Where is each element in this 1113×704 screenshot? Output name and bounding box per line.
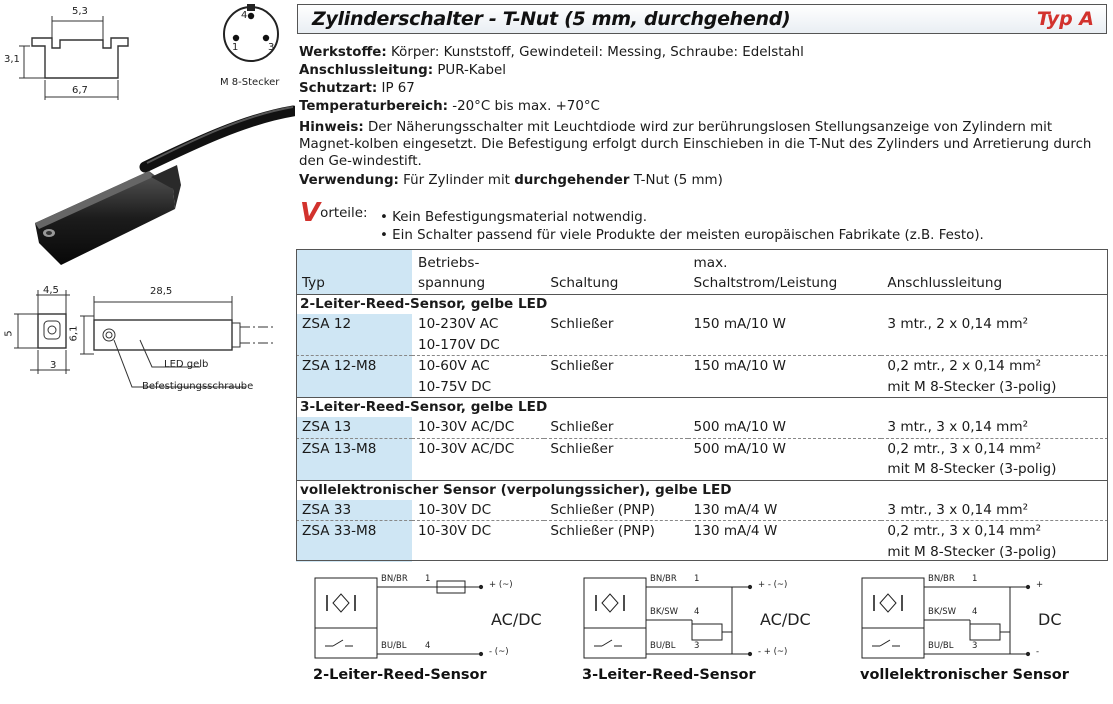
table-header-cell: max. Schaltstrom/Leistung [693,255,838,291]
table-row [296,417,1108,438]
m8-connector-drawing [215,2,287,77]
sensor-photo [25,105,295,275]
spannung-cell [412,521,544,563]
table-section-row [296,295,1108,315]
schaltung-cell: Schließer [544,417,687,438]
typ-cell: ZSA 33 [296,500,412,521]
output-label-bottom: - (~) [489,647,509,657]
wire-label-1: BN/BR [650,574,677,584]
leitung-line: 0,2 mtr., 3 x 0,14 mm² [887,523,1042,539]
pin-number-3: 3 [972,641,978,651]
dim-sensor-length: 28,5 [150,286,173,297]
dim-sensor-height-right: 6,1 [68,325,80,342]
table-header-cell: Betriebs- spannung [418,255,486,291]
spannung-cell [412,356,544,398]
led-label: LED gelb [164,359,209,370]
wire-label-1: BN/BR [381,574,408,584]
spec-value: -20°C bis max. +70°C [448,99,600,114]
spannung-line: 10-30V AC/DC [418,440,515,457]
dim-sensor-height-left: 5 [3,330,15,337]
schaltung-cell: Schließer [550,358,614,374]
vorteile-label: orteile: [320,206,368,221]
strom-cell: 150 mA/10 W [693,358,786,374]
checkmark-icon: V [300,198,321,228]
schematic-3 [850,570,1100,690]
spannung-cell [412,500,544,521]
output-label-top: + - (~) [758,580,788,590]
strom-cell: 500 mA/10 W [693,440,786,457]
supply-label: DC [1038,610,1062,629]
leitung-cell [881,438,1108,480]
typ-cell: ZSA 12 [296,314,412,356]
screw-label: Befestigungsschraube [142,381,254,392]
leitung-line: mit M 8-Stecker (3-polig) [887,461,1057,477]
dim-tnut-side: 3,1 [4,54,20,65]
supply-label: AC/DC [760,610,811,629]
output-label-bottom: - [1036,647,1040,657]
spannung-line: 10-75V DC [418,378,492,395]
product-table [296,249,1108,562]
supply-label: AC/DC [491,610,542,629]
pin-4-label: 4 [241,10,248,21]
spec-value: Der Näherungsschalter mit Leuchtdiode wird zur berührungslosen Stellungsanzeige von Zylindern mit Magnet-kolben eingesetzt. Die Befestigung erfolgt durch Einschieben in die T-Nut des Zylinders und Arretierung durch den Ge-windestift. [299,120,1092,170]
leitung-line: mit M 8-Stecker (3-polig) [887,543,1057,560]
spec-label: Verwendung: [299,173,399,188]
schaltung-cell: Schließer (PNP) [550,523,655,539]
spec-value: IP 67 [377,81,415,96]
output-label-top: + [1036,580,1044,590]
table-row [296,500,1108,521]
table-row [296,521,1108,563]
pin-number-3: 4 [425,641,431,651]
leitung-line: 3 mtr., 3 x 0,14 mm² [887,419,1029,435]
wire-label-3: BU/BL [650,641,676,651]
pin-number-3: 3 [694,641,700,651]
spec-anschluss [299,62,506,79]
spannung-line: 10-60V AC [418,358,490,374]
spec-value: Für Zylinder mit [398,173,515,188]
spannung-cell [412,438,544,480]
schaltung-cell: Schließer (PNP) [544,500,687,521]
spec-label: Hinweis: [299,120,364,135]
schaltung-cell: Schließer [550,440,614,457]
spannung-line: 10-230V AC [418,316,499,332]
pin-1-label: 1 [232,42,239,53]
table-section-row [296,480,1108,500]
output-label-bottom: - + (~) [758,647,788,657]
table-header-cell: Schaltung [550,275,619,291]
schaltung-cell: Schließer [544,314,687,356]
table-row [296,356,1108,398]
spec-hinweis [299,119,1099,171]
spannung-line: 10-30V DC [418,523,492,539]
spec-label: Anschlussleitung: [299,63,434,78]
leitung-cell [881,356,1108,398]
spec-value: T-Nut (5 mm) [629,173,723,188]
spec-label: Schutzart: [299,81,378,96]
pin-number-2: 4 [694,607,700,617]
schematic-caption: 2-Leiter-Reed-Sensor [313,667,487,683]
typ-cell: ZSA 12-M8 [296,356,412,398]
leitung-line: mit M 8-Stecker (3-polig) [887,378,1057,395]
table-header-cell: Anschlussleitung [887,275,1003,291]
leitung-cell [881,417,1108,438]
spannung-cell [412,314,544,356]
vorteile-item: • Ein Schalter passend für viele Produkte der meisten europäischen Fabrikate (z.B. Festo). [380,228,984,243]
spannung-line: 10-30V DC [418,501,492,518]
dim-tnut-bottom: 6,7 [72,85,88,96]
leitung-line: 3 mtr., 2 x 0,14 mm² [887,316,1029,332]
pin-number-1: 1 [425,574,431,584]
typ-cell: ZSA 33-M8 [296,521,412,563]
pin-number-2: 4 [972,607,978,617]
spec-temperatur [299,98,600,115]
schematic-caption: 3-Leiter-Reed-Sensor [582,667,756,683]
pin-3-label: 3 [268,42,275,53]
type-badge: Typ A [1036,8,1094,30]
connector-label: M 8-Stecker [220,77,280,88]
wire-label-3: BU/BL [928,641,954,651]
spannung-line: 10-30V AC/DC [418,419,515,435]
title-bar [297,4,1107,34]
page-title: Zylinderschalter - T-Nut (5 mm, durchgehend) [312,8,791,30]
spec-schutzart [299,80,415,97]
spannung-cell [412,417,544,438]
spec-verwendung [299,172,723,189]
dim-tnut-top: 5,3 [72,6,88,17]
wire-label-1: BN/BR [928,574,955,584]
tnut-profile-drawing [0,0,140,115]
table-header-cell: Typ [296,249,412,295]
spec-label: Temperaturbereich: [299,99,449,114]
strom-cell: 150 mA/10 W [688,314,882,356]
wire-label-2: BK/SW [650,607,679,617]
leitung-line: 0,2 mtr., 2 x 0,14 mm² [887,358,1042,374]
strom-cell: 130 mA/4 W [693,523,778,539]
schematic-1 [303,570,553,690]
vorteile-block [300,198,368,228]
leitung-cell [881,500,1108,521]
sensor-dimension-drawing [0,280,290,395]
leitung-line: 3 mtr., 3 x 0,14 mm² [887,501,1029,518]
table-section-title: 2-Leiter-Reed-Sensor, gelbe LED [296,295,1108,315]
spec-value: PUR-Kabel [433,63,507,78]
wire-label-3: BU/BL [381,641,407,651]
table-row [296,438,1108,480]
leitung-line: 0,2 mtr., 3 x 0,14 mm² [887,440,1042,457]
spec-value-bold: durchgehender [514,173,630,188]
table-section-title: 3-Leiter-Reed-Sensor, gelbe LED [296,398,1108,418]
spec-value: Körper: Kunststoff, Gewindeteil: Messing, Schraube: Edelstahl [386,45,804,60]
output-label-top: + (~) [489,580,513,590]
spec-werkstoffe [299,44,804,61]
schematic-2 [572,570,822,690]
pin-number-1: 1 [694,574,700,584]
leitung-cell [881,314,1108,356]
table-row [296,314,1108,356]
table-header-row [296,249,1108,295]
strom-cell: 130 mA/4 W [688,500,882,521]
table-section-title: vollelektronischer Sensor (verpolungssicher), gelbe LED [296,480,1108,500]
vorteile-item: • Kein Befestigungsmaterial notwendig. [380,210,647,225]
spec-label: Werkstoffe: [299,45,387,60]
typ-cell: ZSA 13-M8 [296,438,412,480]
table-section-row [296,398,1108,418]
spannung-line: 10-170V DC [418,336,500,353]
dim-sensor-width: 4,5 [43,285,59,296]
typ-cell: ZSA 13 [296,417,412,438]
dim-sensor-depth: 3 [50,360,57,371]
wire-label-2: BK/SW [928,607,957,617]
pin-number-1: 1 [972,574,978,584]
strom-cell: 500 mA/10 W [688,417,882,438]
leitung-cell [881,521,1108,563]
schematic-caption: vollelektronischer Sensor [860,667,1069,683]
